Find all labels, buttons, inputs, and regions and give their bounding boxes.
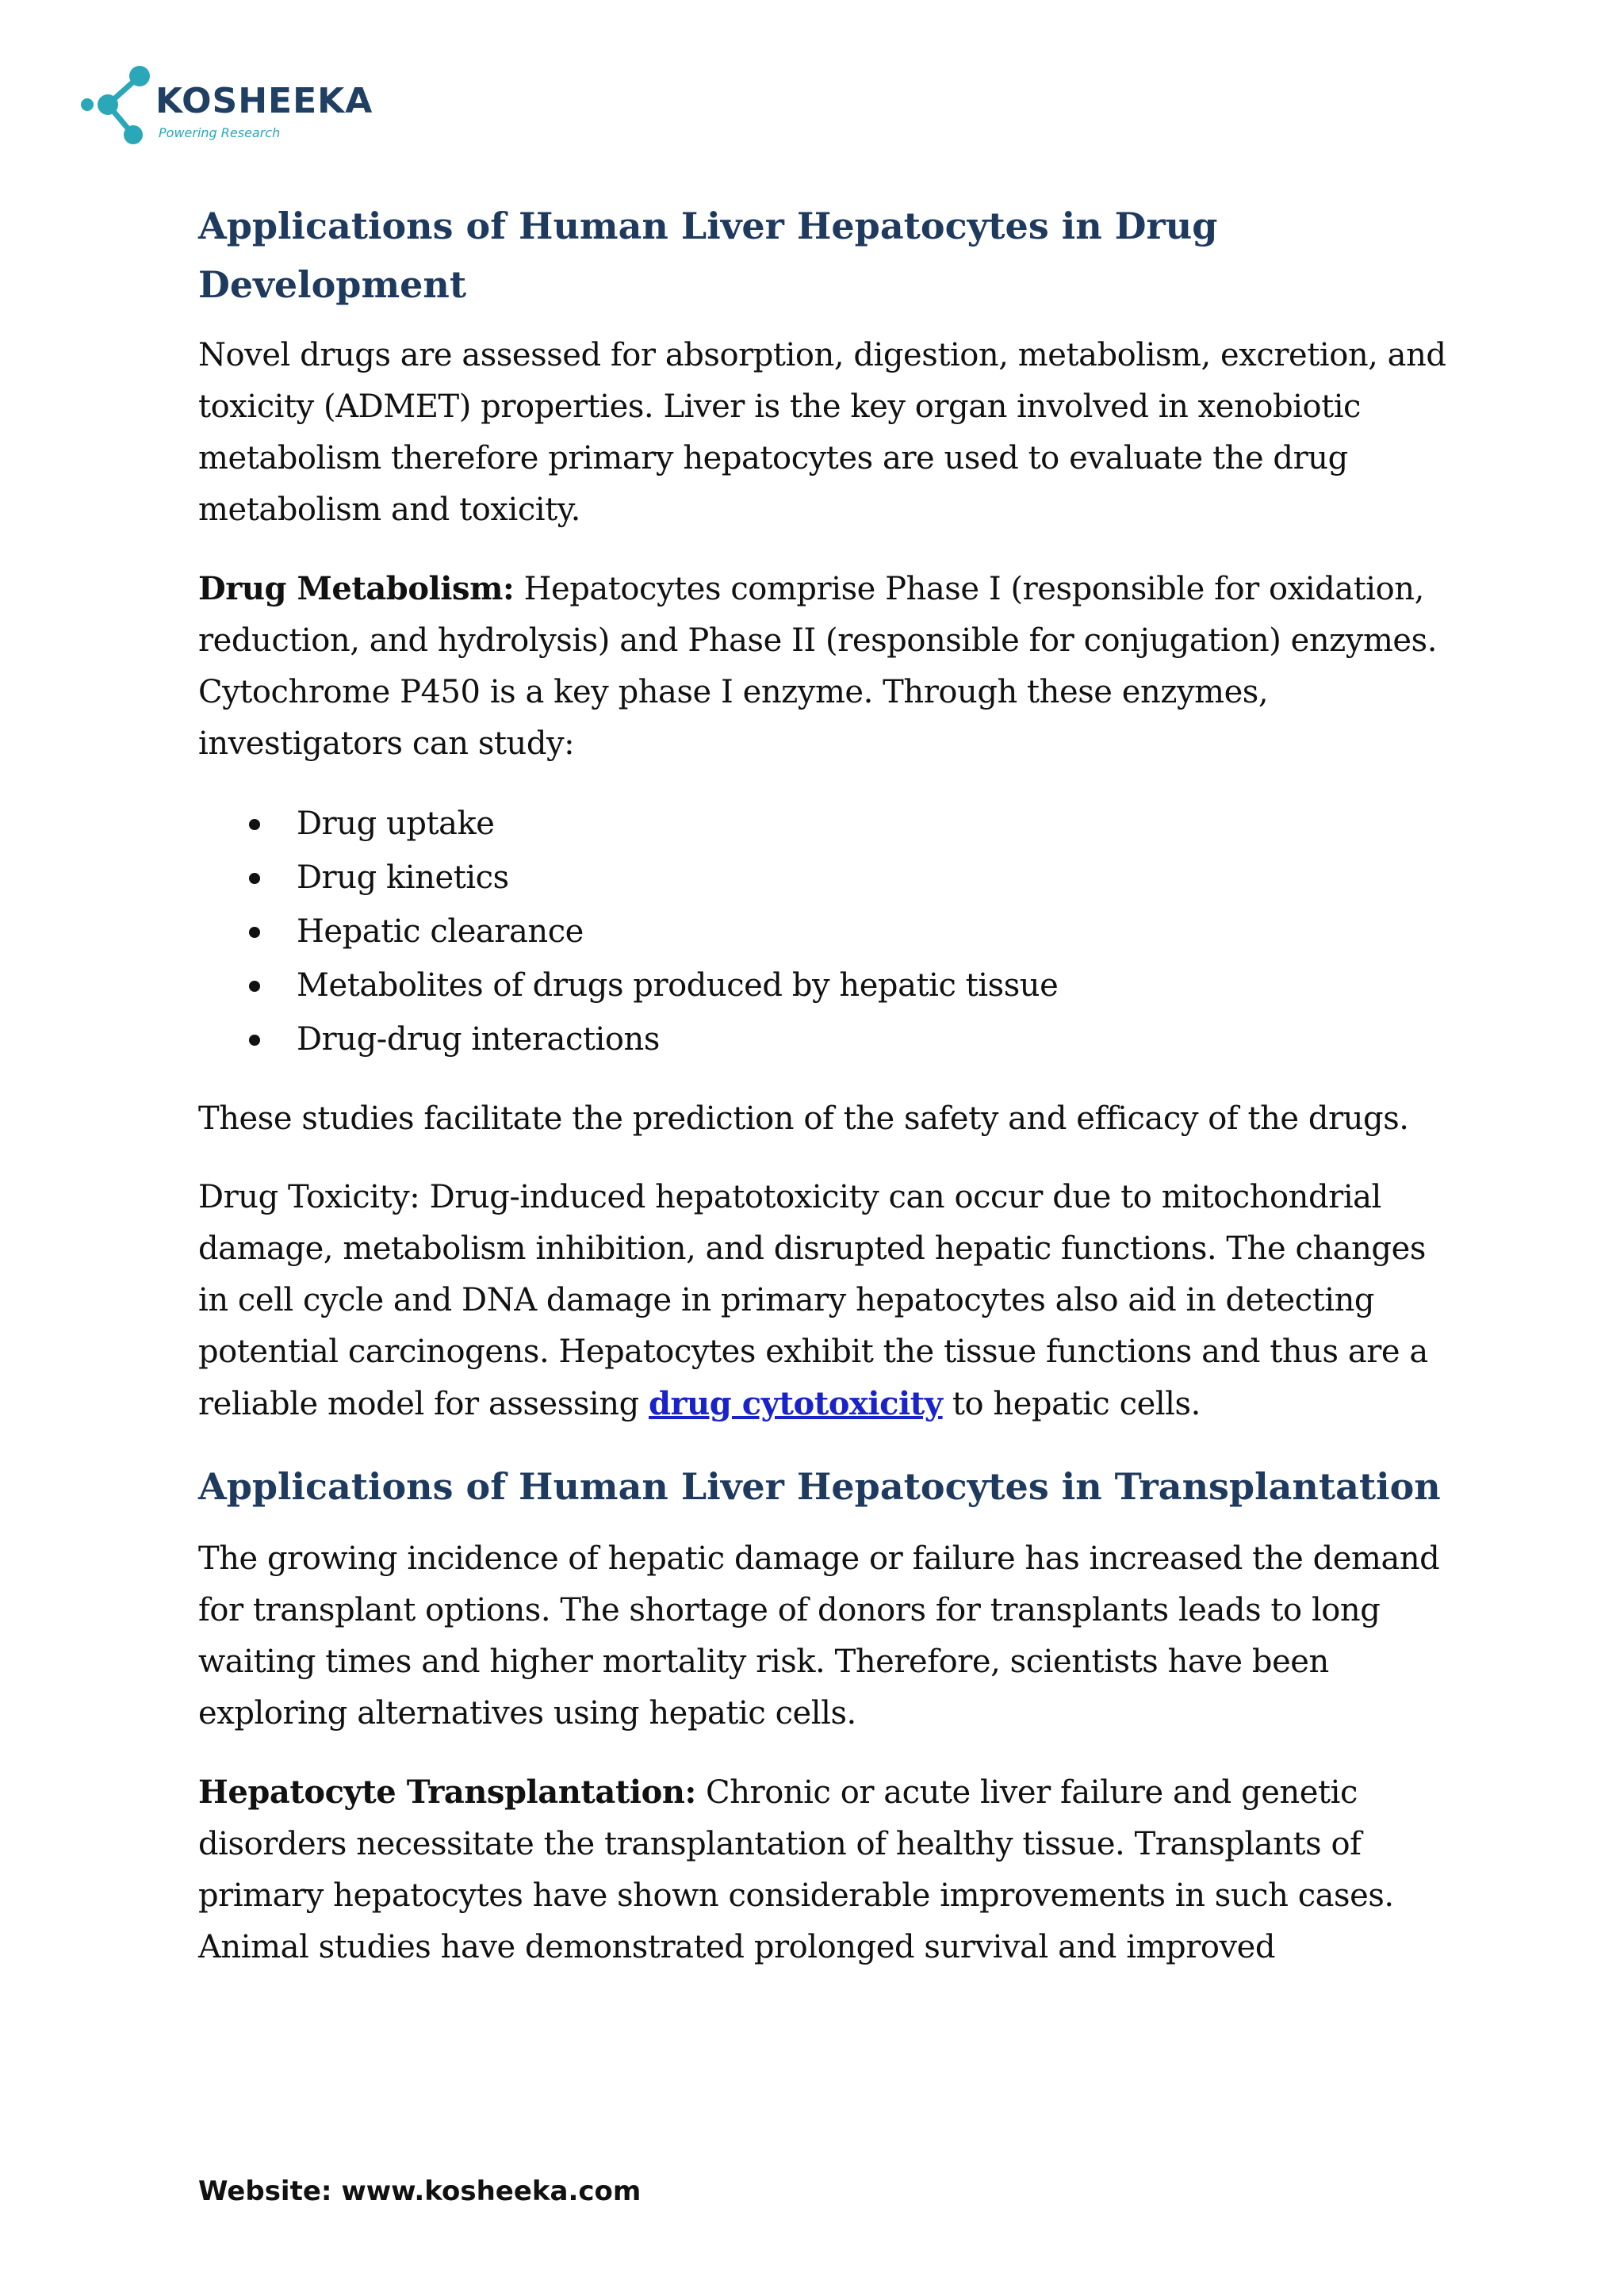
study-list bbox=[198, 797, 1451, 1066]
bullet-icon bbox=[249, 819, 260, 830]
list-item: Drug kinetics bbox=[198, 851, 1451, 905]
heading-line-1: Applications of Human Liver Hepatocytes in Drug bbox=[198, 205, 1218, 247]
logo-wordmark: KOSHEEKA bbox=[155, 81, 373, 121]
section-heading-drug-development bbox=[198, 197, 1451, 314]
document-body bbox=[198, 197, 1451, 2000]
list-item: Metabolites of drugs produced by hepatic tissue bbox=[198, 959, 1451, 1012]
hepatocyte-transplantation-text: Chronic or acute liver failure and genetic disorders necessitate the transplantation of healthy tissue. Transplants of primary hepatocytes have shown considerable improvements in such cases. Animal studies have demonstrated prolonged survival and improved bbox=[198, 1774, 1394, 1965]
list-item: Drug uptake bbox=[198, 797, 1451, 851]
drug-metabolism-text: Hepatocytes comprise Phase I (responsible for oxidation, reduction, and hydrolysis) and Phase II (responsible for conjugation) enzymes. Cytochrome P450 is a key phase I enzyme. Through these enzymes, investigators can study: bbox=[198, 571, 1437, 762]
hepatocyte-transplantation-label: Hepatocyte Transplantation: bbox=[198, 1774, 696, 1811]
kosheeka-logo bbox=[76, 59, 393, 154]
list-item: Drug-drug interactions bbox=[198, 1012, 1451, 1066]
drug-metabolism-paragraph bbox=[198, 563, 1451, 770]
bullet-icon bbox=[249, 981, 260, 992]
bullet-icon bbox=[249, 927, 260, 938]
heading-line-2: Development bbox=[198, 263, 467, 306]
intro-paragraph: Novel drugs are assessed for absorption, digestion, metabolism, excretion, and toxicity (ADMET) properties. Liver is the key organ involved in xenobiotic metabolism therefore primary hepatocytes are used to evaluate the drug metabolism and toxicity. bbox=[198, 337, 1446, 528]
bullet-icon bbox=[249, 1035, 260, 1046]
hepatocyte-transplantation-paragraph bbox=[198, 1766, 1451, 1973]
bullet-icon bbox=[249, 873, 260, 884]
transplantation-intro-paragraph: The growing incidence of hepatic damage or failure has increased the demand for transplant options. The shortage of donors for transplants leads to long waiting times and higher mortality risk. Therefore, scientists have been exploring alternatives using hepatic cells. bbox=[198, 1540, 1440, 1732]
section-heading-transplantation: Applications of Human Liver Hepatocytes in Transplantation bbox=[198, 1465, 1441, 1508]
studies-paragraph: These studies facilitate the prediction of the safety and efficacy of the drugs. bbox=[198, 1100, 1409, 1137]
drug-toxicity-end: to hepatic cells. bbox=[942, 1386, 1201, 1422]
drug-metabolism-label: Drug Metabolism: bbox=[198, 570, 515, 607]
list-item: Hepatic clearance bbox=[198, 905, 1451, 959]
drug-toxicity-paragraph bbox=[198, 1172, 1451, 1430]
logo-tagline: Powering Research bbox=[159, 125, 281, 140]
drug-cytotoxicity-link[interactable]: drug cytotoxicity bbox=[649, 1385, 943, 1422]
drug-toxicity-text: Drug Toxicity: Drug-induced hepatotoxicity can occur due to mitochondrial damage, metabolism inhibition, and disrupted hepatic functions. The changes in cell cycle and DNA damage in primary hepatocytes also aid in detecting potential carcinogens. Hepatocytes exhibit the tissue functions and thus are a reliable model for assessing bbox=[198, 1179, 1428, 1422]
footer-website: Website: www.kosheeka.com bbox=[198, 2175, 642, 2207]
molecule-logo-icon bbox=[76, 59, 163, 154]
